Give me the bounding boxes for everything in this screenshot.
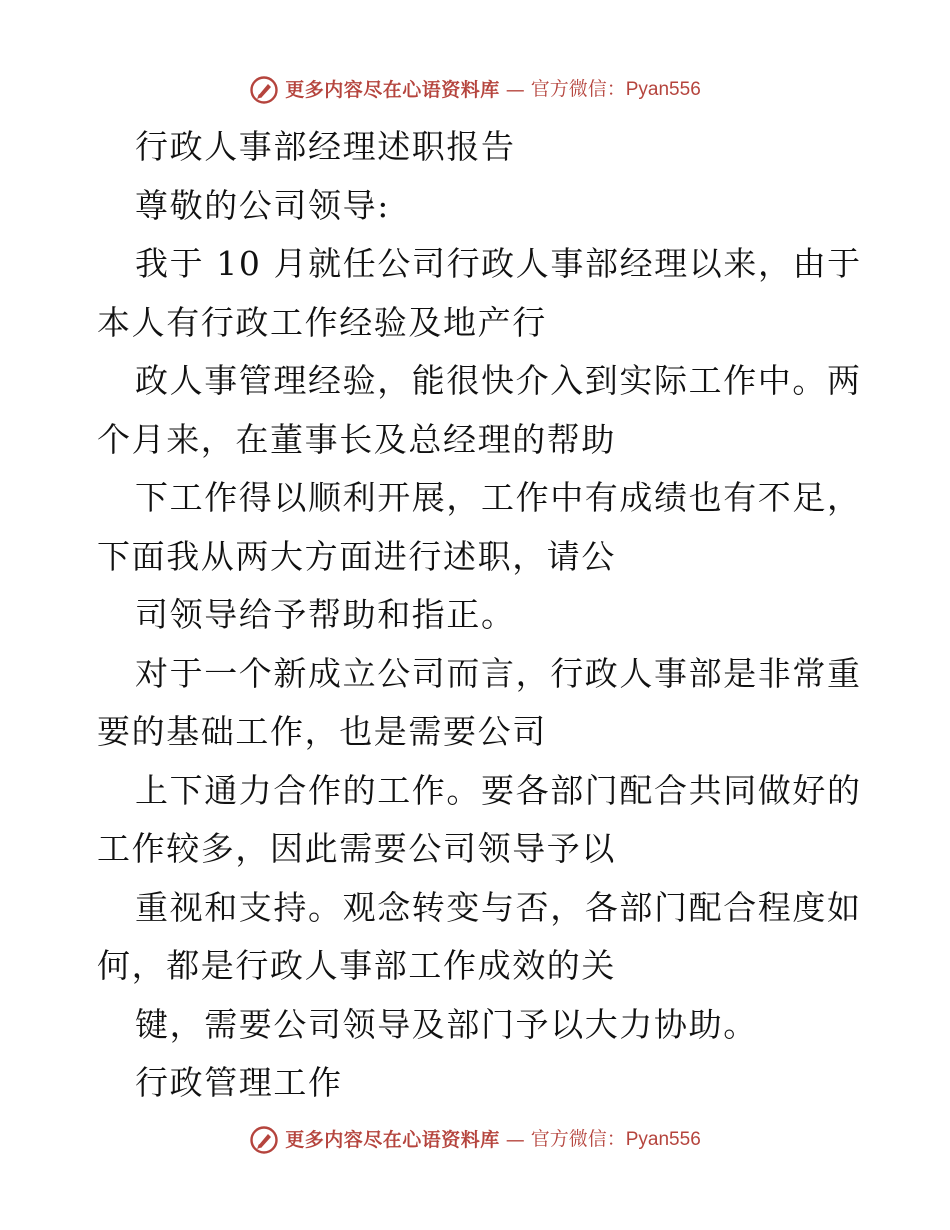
text-line: 何，都是行政人事部工作成效的关	[97, 946, 616, 985]
watermark-separator: —	[505, 1129, 525, 1151]
text-line: 我于 10 月就任公司行政人事部经理以来，由于	[135, 244, 862, 283]
header-watermark	[0, 73, 950, 107]
text-line: 上下通力合作的工作。要各部门配合共同做好的	[135, 770, 862, 810]
text-line: 下面我从两大方面进行述职，请公	[97, 536, 616, 576]
text-line: 司领导给予帮助和指正。	[135, 595, 516, 634]
document-body	[97, 118, 862, 1113]
watermark-separator: —	[505, 79, 525, 101]
text-line: 个月来，在董事长及总经理的帮助	[97, 419, 616, 459]
text-line: 重视和支持。观念转变与否，各部门配合程度如	[135, 887, 862, 927]
watermark-text: 更多内容尽在心语资料库	[285, 1129, 500, 1151]
text-line: 政人事管理经验，能很快介入到实际工作中。两	[135, 361, 862, 400]
watermark-contact: 官方微信：Pyan556	[530, 1129, 701, 1150]
salutation: 尊敬的公司领导:	[135, 185, 390, 225]
text-line: 要的基础工作，也是需要公司	[97, 712, 547, 751]
footer-watermark	[0, 1123, 950, 1157]
pen-nib-logo-icon	[249, 75, 279, 105]
watermark-text: 更多内容尽在心语资料库	[285, 79, 500, 101]
section-heading: 行政管理工作	[135, 1063, 343, 1102]
watermark-contact: 官方微信：Pyan556	[530, 79, 701, 100]
text-line: 工作较多，因此需要公司领导予以	[97, 829, 616, 868]
text-line: 对于一个新成立公司而言，行政人事部是非常重	[135, 653, 862, 693]
pen-nib-logo-icon	[249, 1125, 279, 1155]
document-title: 行政人事部经理述职报告	[135, 127, 516, 166]
text-line: 下工作得以顺利开展，工作中有成绩也有不足，	[135, 478, 862, 517]
text-line: 键，需要公司领导及部门予以大力协助。	[135, 1004, 758, 1044]
text-line: 本人有行政工作经验及地产行	[97, 302, 547, 342]
